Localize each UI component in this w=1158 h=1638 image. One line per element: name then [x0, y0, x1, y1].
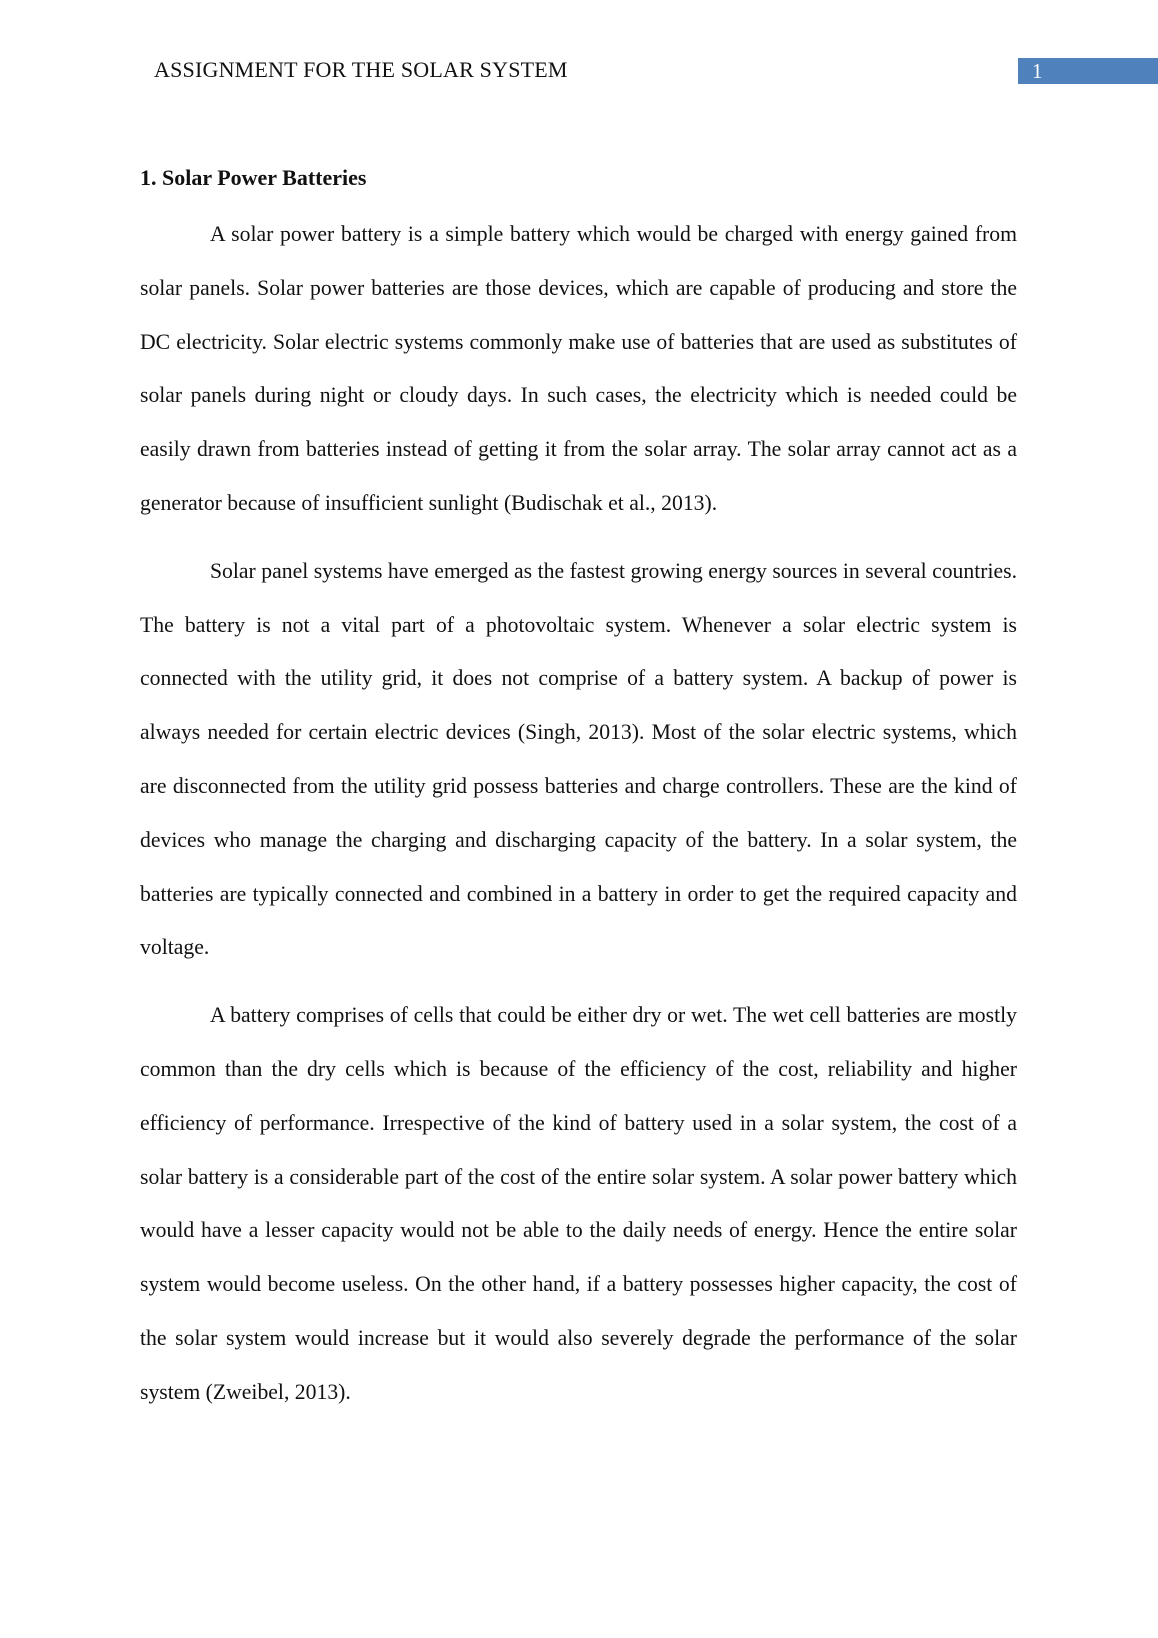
paragraph-2: Solar panel systems have emerged as the fastest growing energy sources in several countries. The battery is not a vital part of a photovoltaic system. Whenever a solar electric system is connected with the utility grid, it does not comprise of a battery system. A backup of power is always needed for certain electric devices (Singh, 2013). Most of the solar electric systems, which are disconnected from the utility grid possess batteries and charge controllers. These are the kind of devices who manage the charging and discharging capacity of the battery. In a solar system, the batteries are typically connected and combined in a battery in order to get the required capacity and voltage. — [140, 558, 1017, 960]
page-number-badge: 1 — [1018, 58, 1158, 84]
paragraph-3: A battery comprises of cells that could be either dry or wet. The wet cell batteries are mostly common than the dry cells which is because of the efficiency of the cost, reliability and higher efficiency of performance. Irrespective of the kind of battery used in a solar system, the cost of a solar battery is a considerable part of the cost of the entire solar system. A solar power battery which would have a lesser capacity would not be able to the daily needs of energy. Hence the entire solar system would become useless. On the other hand, if a battery possesses higher capacity, the cost of the solar system would increase but it would also severely degrade the performance of the solar system (Zweibel, 2013). — [140, 1003, 1017, 1404]
running-header-title: ASSIGNMENT FOR THE SOLAR SYSTEM — [154, 57, 568, 82]
paragraph-1: A solar power battery is a simple battery which would be charged with energy gained from solar panels. Solar power batteries are those devices, which are capable of producing and store the DC electricity. Solar electric systems commonly make use of batteries that are used as substitutes of solar panels during night or cloudy days. In such cases, the electricity which is needed could be easily drawn from batteries instead of getting it from the solar array. The solar array cannot act as a generator because of insufficient sunlight (Budischak et al., 2013). — [140, 222, 1017, 515]
section-heading: 1. Solar Power Batteries — [140, 165, 367, 190]
document-body — [140, 158, 1017, 1434]
